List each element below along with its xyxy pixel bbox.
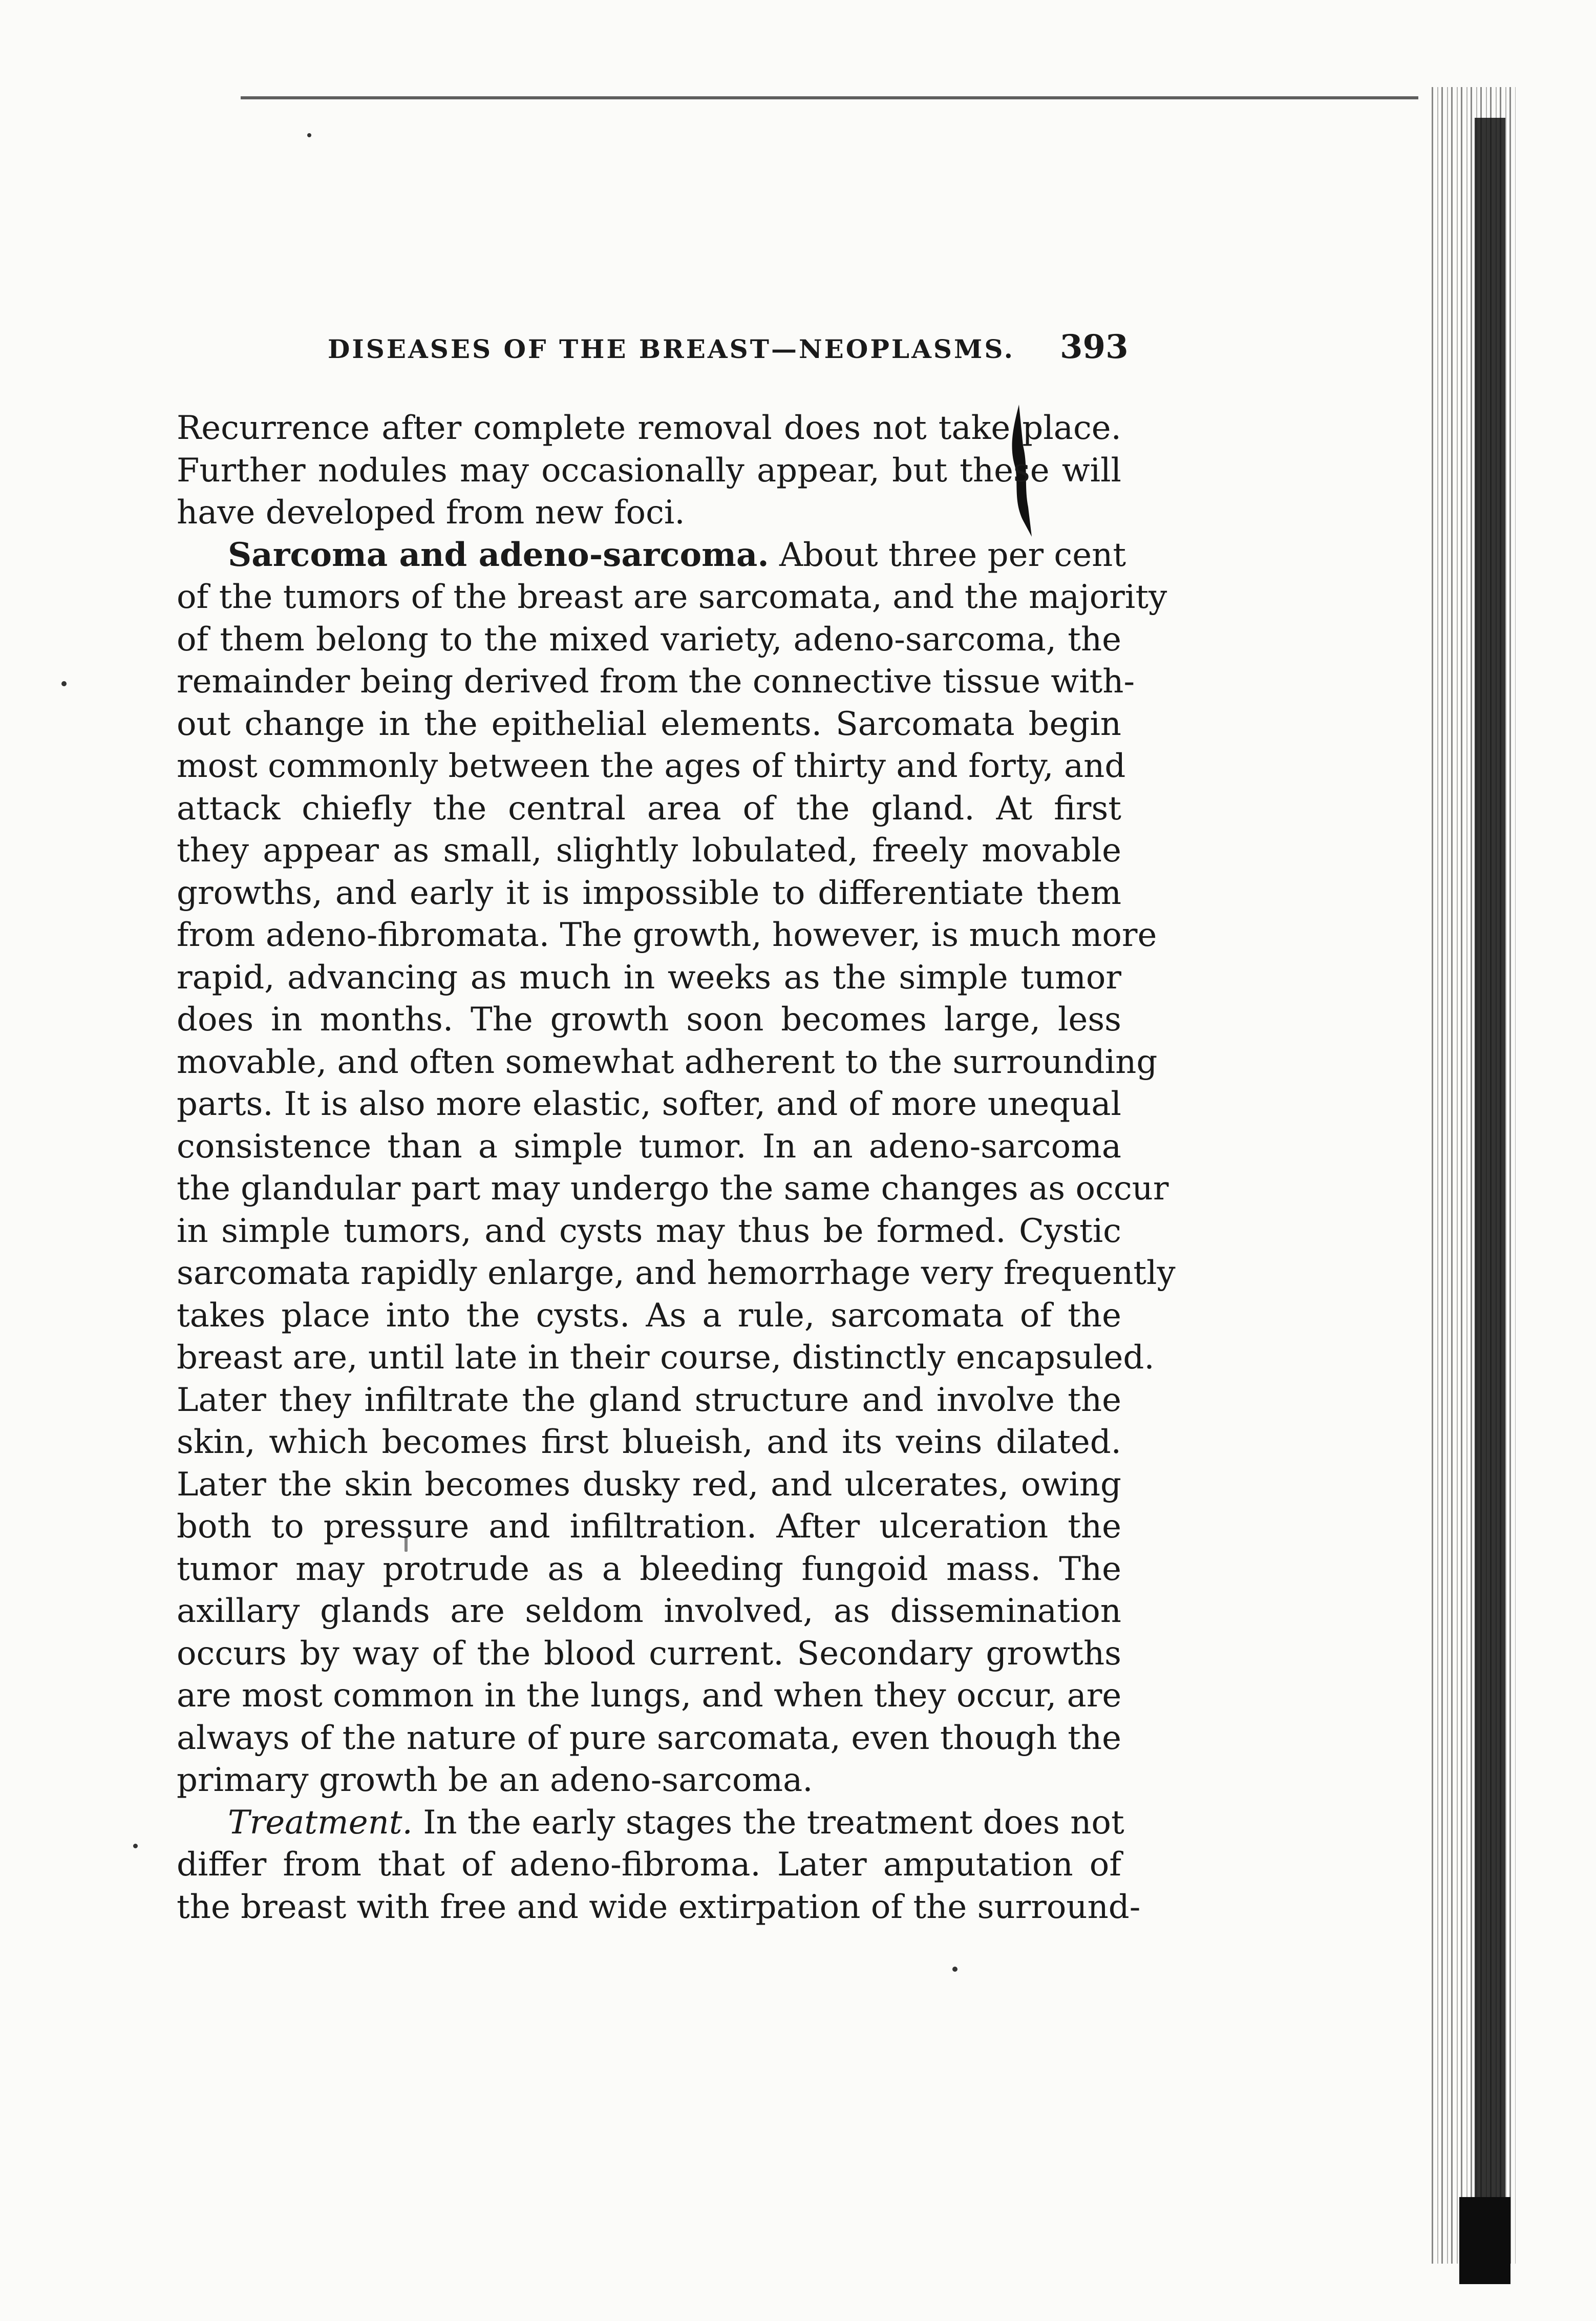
top-rule [241, 96, 1418, 99]
speck-mark [952, 1967, 957, 1972]
text-line: most commonly between the ages of thirty and forty, and [177, 747, 1126, 785]
text-line [177, 534, 1126, 577]
text-line: sarcomata rapidly enlarge, and hemorrhage very frequently [177, 1254, 1176, 1292]
text-line: does in months. The growth soon becomes large, less [177, 1001, 1121, 1039]
running-head: DISEASES OF THE BREAST—NEOPLASMS. [328, 334, 1015, 364]
speck-mark [307, 133, 311, 137]
body-text [177, 407, 1176, 1928]
binding-shadow [1475, 118, 1505, 2207]
text-line: takes place into the cysts. As a rule, sarcomata of the [177, 1296, 1121, 1335]
text-line: primary growth be an adeno-sarcoma. [177, 1761, 813, 1799]
text-line: axillary glands are seldom involved, as dissemination [177, 1592, 1121, 1630]
page-number: 393 [1060, 328, 1129, 366]
speck-mark [133, 1844, 138, 1848]
text-line: of the tumors of the breast are sarcomata, and the majority [177, 578, 1167, 616]
text-line: have developed from new foci. [177, 494, 685, 532]
text-line: from adeno-fibromata. The growth, however, is much more [177, 916, 1157, 954]
section-heading: Sarcoma and adeno-sarcoma. [228, 535, 769, 574]
text-line: always of the nature of pure sarcomata, even though the [177, 1719, 1121, 1757]
text-fragment: In the early stages the treatment does not [423, 1803, 1124, 1842]
text-line: they appear as small, slightly lobulated, freely movable [177, 832, 1121, 870]
text-line: both to pressure and infiltration. After ulceration the [177, 1508, 1121, 1546]
text-line: Later the skin becomes dusky red, and ulcerates, owing [177, 1465, 1121, 1504]
text-line: the glandular part may undergo the same changes as occur [177, 1170, 1169, 1208]
text-line: parts. It is also more elastic, softer, and of more unequal [177, 1085, 1121, 1123]
section-heading: Treatment. [228, 1803, 413, 1842]
text-line: skin, which becomes first blueish, and its veins dilated. [177, 1423, 1121, 1461]
text-line [177, 1802, 1124, 1844]
text-line: Later they infiltrate the gland structure and involve the [177, 1381, 1121, 1419]
text-line: tumor may protrude as a bleeding fungoid mass. The [177, 1550, 1121, 1588]
text-line: in simple tumors, and cysts may thus be formed. Cystic [177, 1212, 1121, 1250]
text-line: out change in the epithelial elements. Sarcomata begin [177, 705, 1121, 743]
text-line: remainder being derived from the connective tissue with- [177, 663, 1135, 701]
text-line: attack chiefly the central area of the gland. At first [177, 789, 1121, 828]
text-line: Further nodules may occasionally appear, but these will [177, 451, 1121, 490]
binding-foot [1459, 2197, 1510, 2284]
text-line: movable, and often somewhat adherent to the surrounding [177, 1043, 1158, 1081]
text-fragment: About three per cent [779, 536, 1126, 574]
text-line: breast are, until late in their course, distinctly encapsuled. [177, 1339, 1155, 1377]
text-line: rapid, advancing as much in weeks as the simple tumor [177, 958, 1121, 997]
text-line: occurs by way of the blood current. Secondary growths [177, 1634, 1121, 1673]
text-line: differ from that of adeno-fibroma. Later amputation of [177, 1846, 1121, 1884]
text-line: the breast with free and wide extirpation of the surround- [177, 1888, 1141, 1926]
text-line: are most common in the lungs, and when they occur, are [177, 1677, 1122, 1715]
text-line: growths, and early it is impossible to differentiate them [177, 874, 1121, 912]
speck-mark [61, 681, 67, 686]
text-line: of them belong to the mixed variety, adeno-sarcoma, the [177, 620, 1121, 659]
text-line: consistence than a simple tumor. In an adeno-sarcoma [177, 1127, 1121, 1166]
text-line: Recurrence after complete removal does not take place. [177, 409, 1121, 447]
